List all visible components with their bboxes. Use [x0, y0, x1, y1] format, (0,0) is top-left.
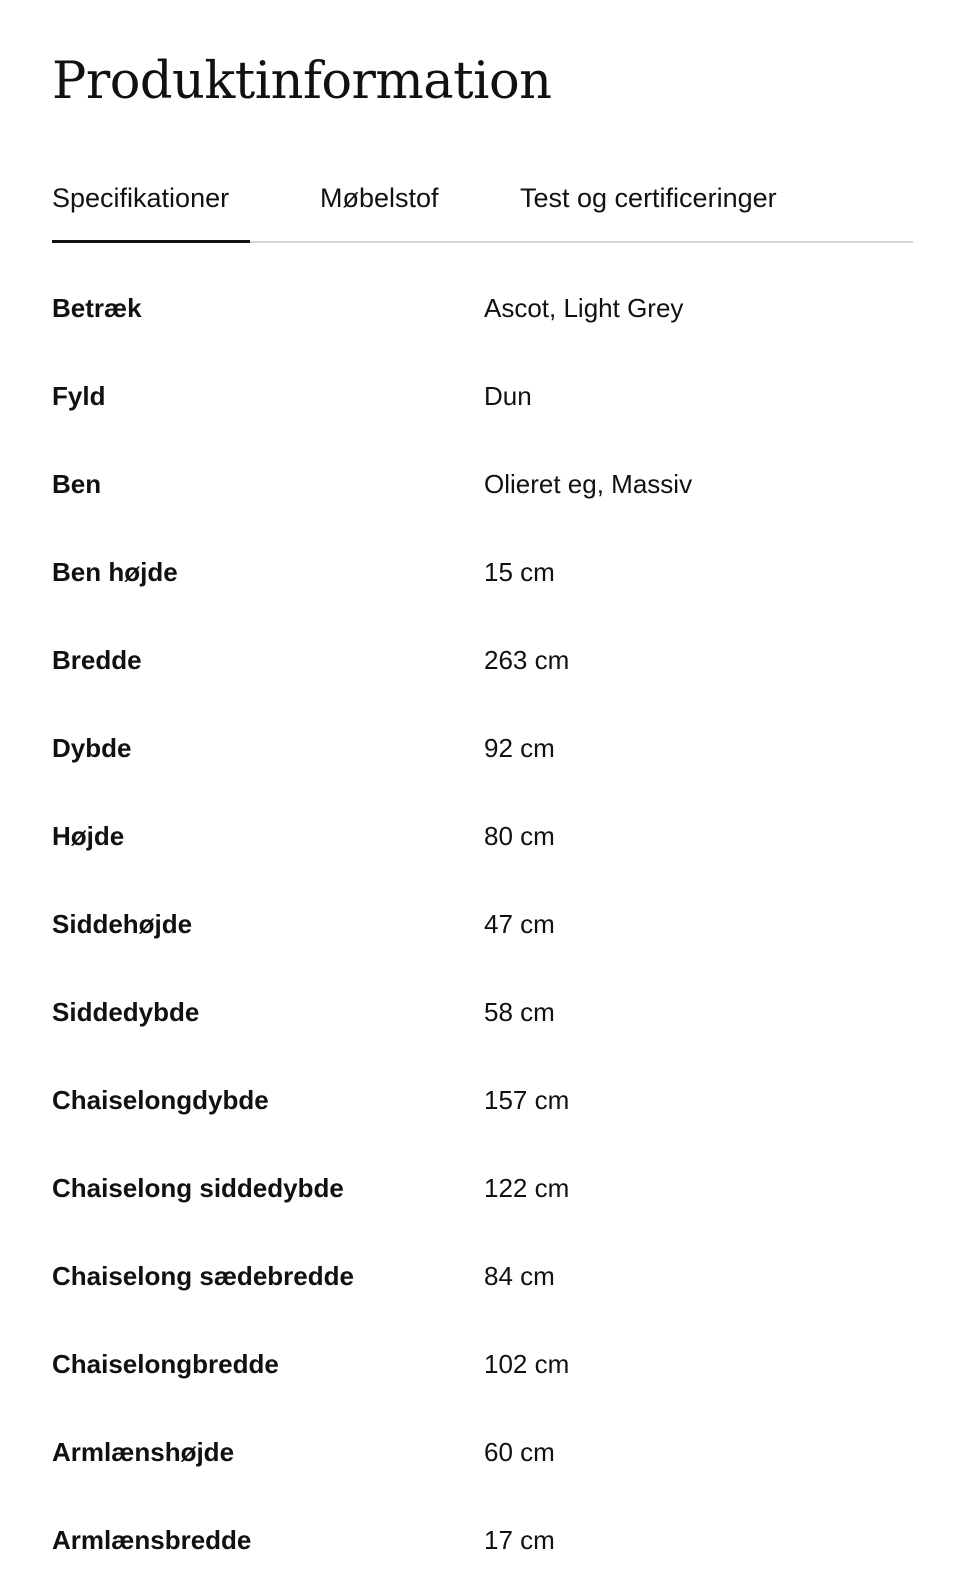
spec-row — [52, 970, 913, 1058]
spec-row — [52, 1146, 913, 1234]
spec-label: Ben højde — [52, 557, 178, 587]
tab-label: Test og certificeringer — [520, 183, 777, 213]
tab-tests-certifications[interactable] — [520, 176, 820, 241]
spec-row — [52, 354, 913, 442]
spec-value: 157 cm — [484, 1085, 570, 1115]
spec-label: Chaiselong siddedybde — [52, 1173, 344, 1203]
spec-label: Højde — [52, 821, 125, 851]
tab-label: Specifikationer — [52, 183, 230, 213]
spec-value: 17 cm — [484, 1525, 555, 1555]
spec-label: Armlænshøjde — [52, 1437, 235, 1467]
spec-row — [52, 1322, 913, 1410]
spec-value: 263 cm — [484, 645, 570, 675]
spec-value: 102 cm — [484, 1349, 570, 1379]
spec-row — [52, 794, 913, 882]
spec-row — [52, 1234, 913, 1322]
spec-value: 15 cm — [484, 557, 555, 587]
spec-label: Ben — [52, 469, 102, 499]
spec-label: Chaiselongdybde — [52, 1085, 269, 1115]
spec-row — [52, 882, 913, 970]
section-title: Produktinformation — [52, 52, 552, 111]
spec-label: Bredde — [52, 645, 142, 675]
spec-row — [52, 1498, 913, 1586]
spec-row — [52, 1058, 913, 1146]
spec-value: 92 cm — [484, 733, 555, 763]
spec-value: 122 cm — [484, 1173, 570, 1203]
spec-label: Fyld — [52, 381, 106, 411]
tab-label: Møbelstof — [320, 183, 439, 213]
spec-label: Siddehøjde — [52, 909, 193, 939]
spec-value: 80 cm — [484, 821, 555, 851]
spec-row — [52, 1410, 913, 1498]
tab-bar — [52, 176, 913, 243]
spec-row — [52, 442, 913, 530]
spec-label: Armlænsbredde — [52, 1525, 252, 1555]
spec-value: Ascot, Light Grey — [484, 293, 684, 323]
spec-label: Dybde — [52, 733, 132, 763]
spec-value: 58 cm — [484, 997, 555, 1027]
spec-label: Chaiselong sædebredde — [52, 1261, 354, 1291]
tab-upholstery-fabric[interactable] — [320, 176, 452, 241]
spec-row — [52, 706, 913, 794]
spec-row — [52, 618, 913, 706]
spec-row — [52, 530, 913, 618]
spec-label: Chaiselongbredde — [52, 1349, 279, 1379]
spec-value: 60 cm — [484, 1437, 555, 1467]
specifications-table — [52, 266, 913, 1586]
spec-value: 47 cm — [484, 909, 555, 939]
spec-row — [52, 266, 913, 354]
spec-value: Dun — [484, 381, 532, 411]
spec-value: Olieret eg, Massiv — [484, 469, 693, 499]
spec-value: 84 cm — [484, 1261, 555, 1291]
tab-specifications[interactable] — [52, 176, 250, 241]
active-tab-indicator — [52, 240, 250, 243]
spec-label: Siddedybde — [52, 997, 200, 1027]
spec-label: Betræk — [52, 293, 142, 323]
